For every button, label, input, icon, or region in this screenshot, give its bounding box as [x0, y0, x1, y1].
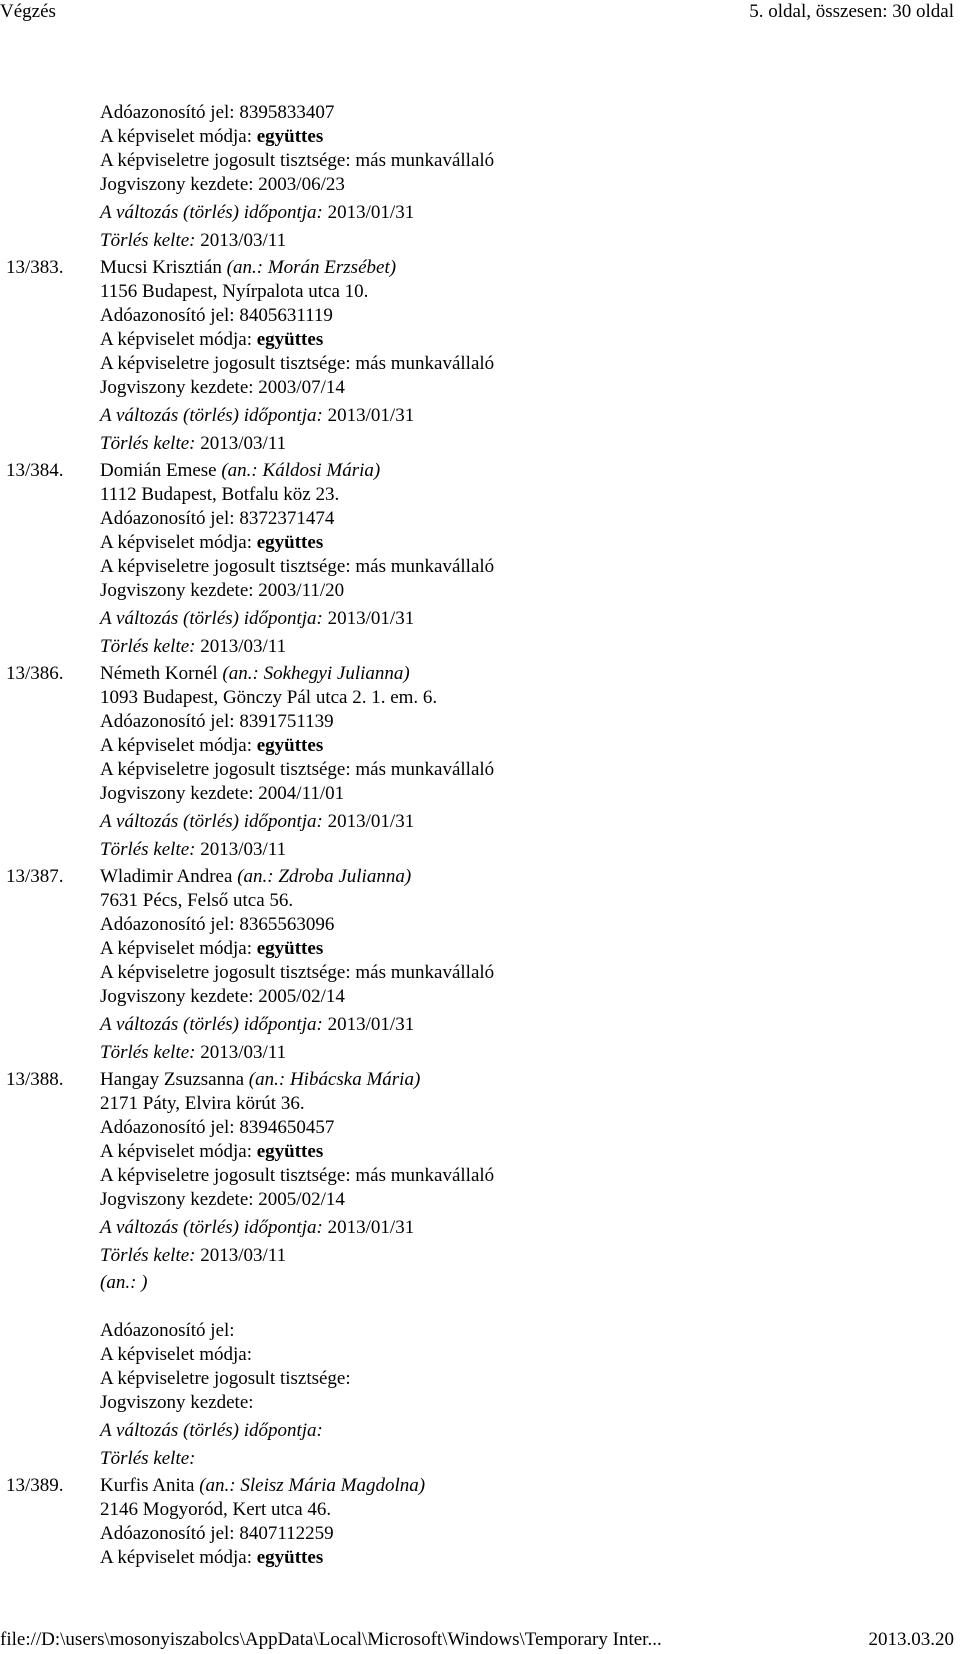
tax-id-line: Adóazonosító jel: 8391751139: [100, 711, 334, 732]
deleted-line: Törlés kelte: 2013/03/11: [100, 230, 287, 251]
address-line: 2171 Páty, Elvira körút 36.: [100, 1093, 305, 1114]
deleted-line: Törlés kelte: 2013/03/11: [100, 1245, 287, 1266]
role-line: A képviseletre jogosult tisztsége: más munkavállaló: [100, 962, 495, 983]
deleted-line: Törlés kelte: 2013/03/11: [100, 839, 287, 860]
address-line: 7631 Pécs, Felső utca 56.: [100, 890, 294, 911]
mode-line: A képviselet módja: együttes: [100, 532, 324, 553]
address-line: [100, 1295, 960, 1319]
entry-block: [0, 1271, 960, 1471]
page-footer: [0, 1628, 960, 1654]
entry-name: Hangay Zsuzsanna (an.: Hibácska Mária): [100, 1069, 421, 1090]
mode-line: A képviselet módja: együttes: [100, 735, 324, 756]
change-line: A változás (törlés) időpontja: 2013/01/31: [100, 405, 415, 426]
tax-id-line: Adóazonosító jel: 8372371474: [100, 508, 335, 529]
start-line: Jogviszony kezdete: 2005/02/14: [100, 1189, 345, 1210]
tax-id-line: Adóazonosító jel: 8395833407: [100, 102, 335, 123]
tax-id-line: Adóazonosító jel: 8405631119: [100, 305, 333, 326]
deleted-line: Törlés kelte: 2013/03/11: [100, 636, 287, 657]
file-path: file://D:\users\mosonyiszabolcs\AppData\Local\Microsoft\Windows\Temporary Inter...: [0, 1629, 662, 1650]
mode-line: A képviselet módja: együttes: [100, 126, 324, 147]
print-date: 2013.03.20: [868, 1629, 954, 1650]
address-line: 1112 Budapest, Botfalu köz 23.: [100, 484, 340, 505]
entry-number: 13/386.: [6, 663, 64, 684]
deleted-line: Törlés kelte: 2013/03/11: [100, 1042, 287, 1063]
role-line: A képviseletre jogosult tisztsége: más munkavállaló: [100, 759, 495, 780]
entry-number: 13/384.: [6, 460, 64, 481]
address-line: 1093 Budapest, Gönczy Pál utca 2. 1. em. 6.: [100, 687, 438, 708]
start-line: Jogviszony kezdete:: [100, 1392, 254, 1413]
deleted-line: Törlés kelte:: [100, 1448, 196, 1469]
start-line: Jogviszony kezdete: 2003/06/23: [100, 174, 345, 195]
start-line: Jogviszony kezdete: 2005/02/14: [100, 986, 345, 1007]
role-line: A képviseletre jogosult tisztsége: más munkavállaló: [100, 556, 495, 577]
deleted-line: Törlés kelte: 2013/03/11: [100, 433, 287, 454]
document-body: [0, 101, 960, 1570]
change-line: A változás (törlés) időpontja: 2013/01/31: [100, 1217, 415, 1238]
change-line: A változás (törlés) időpontja: 2013/01/31: [100, 811, 415, 832]
entry-number: 13/388.: [6, 1069, 64, 1090]
role-line: A képviseletre jogosult tisztsége:: [100, 1368, 351, 1389]
mode-line: A képviselet módja: együttes: [100, 1141, 324, 1162]
start-line: Jogviszony kezdete: 2004/11/01: [100, 783, 345, 804]
tax-id-line: Adóazonosító jel: 8394650457: [100, 1117, 335, 1138]
start-line: Jogviszony kezdete: 2003/07/14: [100, 377, 345, 398]
role-line: A képviseletre jogosult tisztsége: más munkavállaló: [100, 1165, 495, 1186]
page-counter: 5. oldal, összesen: 30 oldal: [749, 1, 954, 22]
change-line: A változás (törlés) időpontja: 2013/01/31: [100, 202, 415, 223]
change-line: A változás (törlés) időpontja:: [100, 1420, 323, 1441]
start-line: Jogviszony kezdete: 2003/11/20: [100, 580, 345, 601]
address-line: 1156 Budapest, Nyírpalota utca 10.: [100, 281, 369, 302]
entry-block: [0, 662, 960, 862]
entry-number: 13/387.: [6, 866, 64, 887]
entry-name: Wladimir Andrea (an.: Zdroba Julianna): [100, 866, 412, 887]
tax-id-line: Adóazonosító jel: 8407112259: [100, 1523, 334, 1544]
role-line: A képviseletre jogosult tisztsége: más munkavállaló: [100, 353, 495, 374]
entry-name: (an.: ): [100, 1272, 148, 1293]
tax-id-line: Adóazonosító jel:: [100, 1320, 235, 1341]
entry-name: Mucsi Krisztián (an.: Morán Erzsébet): [100, 257, 397, 278]
address-line: 2146 Mogyoród, Kert utca 46.: [100, 1499, 332, 1520]
entry-block-partial: [0, 1474, 960, 1570]
entry-name: Kurfis Anita (an.: Sleisz Mária Magdolna): [100, 1475, 426, 1496]
entry-name: Németh Kornél (an.: Sokhegyi Julianna): [100, 663, 410, 684]
role-line: A képviseletre jogosult tisztsége: más munkavállaló: [100, 150, 495, 171]
entry-continuation: [0, 101, 960, 253]
document-title: Végzés: [0, 1, 56, 22]
mode-line: A képviselet módja: együttes: [100, 329, 324, 350]
entry-number: 13/389.: [6, 1475, 64, 1496]
entry-block: [0, 256, 960, 456]
mode-line: A képviselet módja: együttes: [100, 1547, 324, 1568]
entry-block: [0, 865, 960, 1065]
mode-line: A képviselet módja: együttes: [100, 938, 324, 959]
change-line: A változás (törlés) időpontja: 2013/01/31: [100, 1014, 415, 1035]
tax-id-line: Adóazonosító jel: 8365563096: [100, 914, 335, 935]
entry-block: [0, 1068, 960, 1268]
change-line: A változás (törlés) időpontja: 2013/01/31: [100, 608, 415, 629]
entry-name: Domián Emese (an.: Káldosi Mária): [100, 460, 381, 481]
entry-block: [0, 459, 960, 659]
page-header: [0, 0, 960, 26]
mode-line: A képviselet módja:: [100, 1344, 252, 1365]
entry-number: 13/383.: [6, 257, 64, 278]
